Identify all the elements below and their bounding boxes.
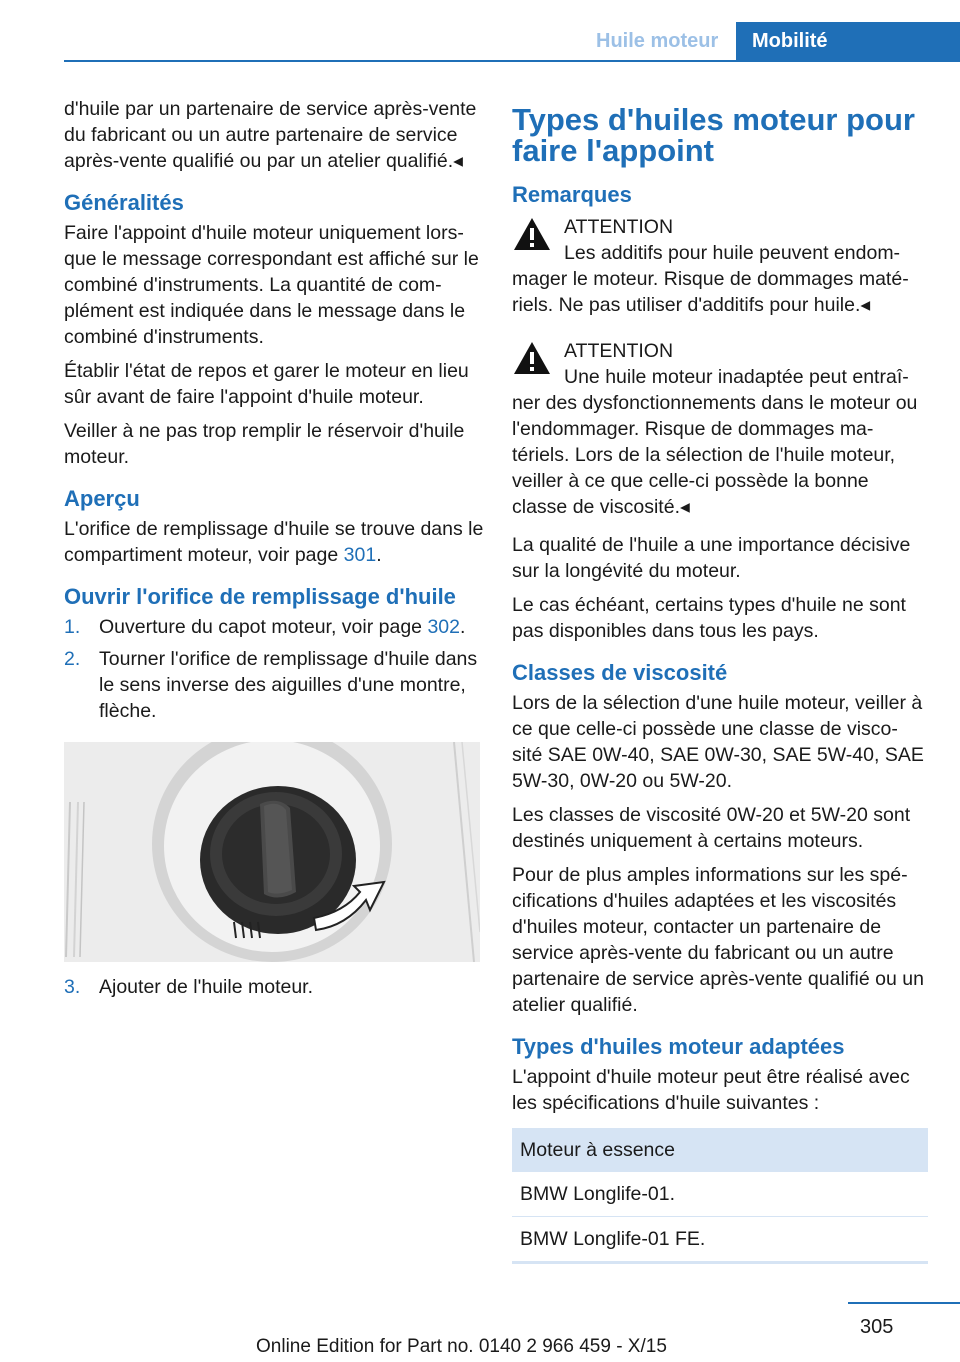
heading-remarques: Remarques	[512, 182, 632, 207]
warning-block	[512, 338, 928, 520]
steps-list-continued	[64, 974, 484, 1000]
page-link-301[interactable]: 301	[343, 544, 377, 566]
warning-heading: ATTENTION	[564, 340, 674, 362]
table-cell: BMW Longlife-01.	[512, 1172, 928, 1217]
page-number-rule	[848, 1302, 960, 1304]
warning-heading: ATTENTION	[564, 216, 674, 238]
oil-filler-cap-photo	[64, 742, 480, 962]
step-text: Tourner l'orifice de remplissage d'huile dans le sens inverse des aiguilles d'une montre, flèche.	[99, 648, 478, 722]
remarques-p1: La qualité de l'huile a une importance décisive sur la longévité du moteur.	[512, 534, 911, 582]
generalites-p3: Veiller à ne pas trop remplir le réservoir d'huile moteur.	[64, 420, 465, 468]
viscosite-p2: Les classes de viscosité 0W-20 et 5W-20 sont destinés uniquement à certains moteurs.	[512, 804, 911, 852]
step-number: 1.	[64, 616, 81, 638]
heading-viscosite: Classes de viscosité	[512, 660, 728, 685]
header-rule	[64, 60, 960, 62]
generalites-p2: Établir l'état de repos et garer le moteur en lieu sûr avant de faire l'appoint d'huile moteur.	[64, 360, 469, 408]
heading-generalites: Généralités	[64, 190, 184, 215]
warning-triangle-icon	[512, 340, 552, 376]
table-header-row	[512, 1128, 928, 1172]
warning-triangle-icon	[512, 216, 552, 252]
step-item	[64, 646, 484, 724]
apercu-end: .	[376, 544, 382, 566]
right-column	[512, 96, 928, 1264]
warning-text: mager le moteur. Risque de dommages maté-riels. Ne pas utiliser d'additifs pour huile.◂	[512, 268, 909, 316]
chapter-tab-label: Mobilité	[752, 30, 828, 52]
adaptees-p1: L'appoint d'huile moteur peut être réalisé avec les spécifications d'huile suivantes :	[512, 1066, 910, 1114]
left-column	[64, 96, 484, 1006]
page-number: 305	[860, 1316, 894, 1338]
step-item	[64, 974, 484, 1000]
steps-list	[64, 614, 484, 724]
heading-ouvrir: Ouvrir l'orifice de remplissage d'huile	[64, 584, 456, 609]
section-tab[interactable]: Huile moteur	[596, 30, 719, 52]
step-end: .	[459, 616, 466, 638]
warning-first-line: Les additifs pour huile peuvent endom-	[564, 242, 901, 264]
step-item	[64, 614, 484, 640]
page-link-302[interactable]: 302	[427, 616, 460, 638]
generalites-p1: Faire l'appoint d'huile moteur uniquement lors-que le message correspondant est affiché sur le combiné d'instruments. La quantité de com-plément est indiquée dans le message dans le combiné d'instruments.	[64, 222, 479, 348]
apercu-paragraph	[64, 516, 484, 568]
table-row	[512, 1217, 928, 1263]
warning-block	[512, 214, 928, 318]
edition-footer: Online Edition for Part no. 0140 2 966 459 - X/15	[256, 1336, 667, 1357]
table-header: Moteur à essence	[512, 1128, 928, 1172]
page-header	[0, 0, 960, 62]
table-cell: BMW Longlife-01 FE.	[512, 1217, 928, 1263]
step-number: 3.	[64, 976, 81, 998]
oil-spec-table	[512, 1128, 928, 1264]
remarques-p2: Le cas échéant, certains types d'huile ne sont pas disponibles dans tous les pays.	[512, 594, 906, 642]
warning-text: ner des dysfonctionnements dans le moteur ou l'endommager. Risque de dommages ma-tériels. Lors de la sélection de l'huile moteur, veiller à ce que celle-ci possède la bonne classe de viscosité.◂	[512, 392, 918, 518]
step-text: Ouverture du capot moteur, voir page	[99, 616, 428, 638]
heading-apercu: Aperçu	[64, 486, 140, 511]
table-row	[512, 1172, 928, 1217]
heading-adaptees: Types d'huiles moteur adaptées	[512, 1034, 845, 1059]
viscosite-p3: Pour de plus amples informations sur les spé-cifications d'huiles adaptées et les viscosités d'huiles moteur, contacter un partenaire de service après-vente du fabricant ou un autre partenaire de service après-vente qualifié ou un atelier qualifié.	[512, 864, 924, 1016]
step-text: Ajouter de l'huile moteur.	[99, 976, 314, 998]
step-number: 2.	[64, 648, 81, 670]
apercu-text: L'orifice de remplissage d'huile se trouve dans le compartiment moteur, voir page	[64, 518, 484, 566]
warning-first-line: Une huile moteur inadaptée peut entraî-	[564, 366, 909, 388]
page-title: Types d'huiles moteur pour faire l'appoint	[512, 102, 915, 168]
viscosite-p1: Lors de la sélection d'une huile moteur, veiller à ce que celle-ci possède une classe de visco-sité SAE 0W-40, SAE 0W-30, SAE 5W-40, SAE 5W-30, 0W-20 ou 5W-20.	[512, 692, 924, 792]
chapter-tab[interactable]	[736, 22, 960, 62]
intro-paragraph: d'huile par un partenaire de service après-vente du fabricant ou un autre partenaire de service après-vente qualifié ou par un atelier qualifié.◂	[64, 98, 477, 172]
